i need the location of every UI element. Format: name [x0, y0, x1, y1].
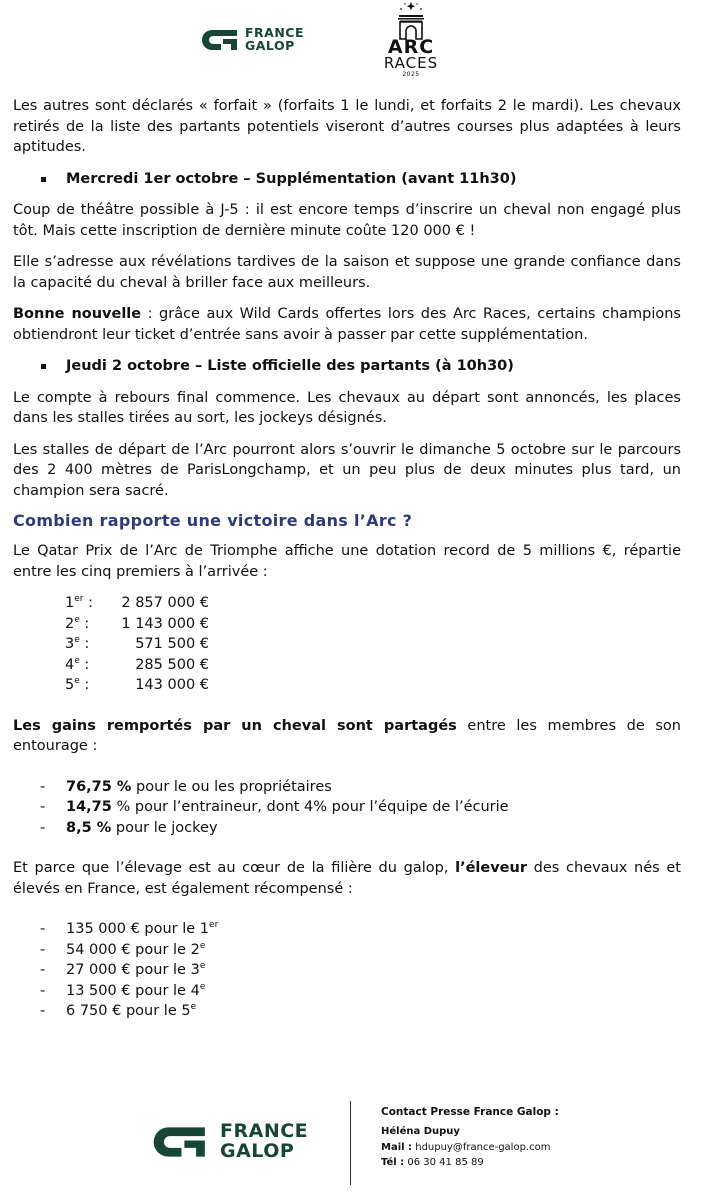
prize-row — [65, 634, 681, 655]
prize-rank: 4 — [65, 656, 75, 673]
arc-wordmark: ARC — [387, 36, 435, 58]
prize-rank-suffix: e — [74, 614, 80, 625]
prize-amount: 571 500 € — [135, 636, 209, 652]
prize-row — [65, 655, 681, 676]
prize-separator: : — [83, 595, 93, 611]
press-contact — [381, 1105, 701, 1171]
france-galop-word-1: FRANCE — [245, 25, 305, 40]
horse-logo-icon — [148, 1123, 212, 1161]
eleveur-text-a: Et parce que l’élevage est au cœur de la filière du galop, — [13, 860, 456, 876]
eleveur-bold: l’éleveur — [455, 860, 527, 876]
prize-rank-suffix: e — [74, 676, 80, 687]
breeder-rank-suffix: e — [199, 981, 206, 992]
prize-separator: : — [79, 636, 90, 652]
shares-list — [13, 777, 681, 839]
section-heading: Combien rapporte une victoire dans l’Arc ? — [13, 511, 413, 530]
france-galop-logo — [199, 26, 319, 54]
list-item — [13, 1001, 681, 1022]
prize-rank-suffix: er — [74, 594, 84, 605]
contact-mail — [381, 1140, 701, 1156]
list-item — [13, 919, 681, 940]
share-text: pour le ou les propriétaires — [131, 778, 332, 795]
breeder-amount: 27 000 € pour le 3 — [66, 962, 200, 978]
breeder-list — [13, 919, 681, 1022]
paragraph-stalles: Les stalles de départ de l’Arc pourront alors s’ouvrir le dimanche 5 octobre sur le parcours des 2 400 mètres de ParisLongchamp, et un peu plus de deux minutes plus tard, un champion sera sacré. — [13, 441, 681, 499]
share-text: % pour l’entraineur, dont 4% pour l’équipe de l’écurie — [111, 799, 509, 815]
arc-de-triomphe-icon — [386, 0, 436, 40]
prize-rank: 2 — [65, 615, 75, 632]
breeder-rank-suffix: e — [199, 961, 206, 972]
share-percent: 8,5 % — [66, 819, 112, 836]
arc-year: 2025 — [402, 71, 420, 78]
contact-tel — [381, 1155, 701, 1171]
share-text: pour le jockey — [111, 819, 218, 836]
paragraph-compte-a-rebours: Le compte à rebours final commence. Les chevaux au départ sont annoncés, les places dans les stalles tirées au sort, les jockeys désignés. — [13, 389, 681, 426]
bonne-nouvelle-bold: Bonne nouvelle — [13, 306, 142, 322]
prize-rank: 1 — [65, 595, 75, 611]
list-item — [13, 818, 681, 839]
prize-row — [65, 675, 681, 696]
paragraph-coup-de-theatre: Coup de théâtre possible à J-5 : il est encore temps d’inscrire un cheval non engagé plus tôt. Mais cette inscription de dernière minute coûte 120 000 € ! — [13, 202, 681, 239]
prize-rank-suffix: e — [74, 635, 80, 646]
breeder-amount: 6 750 € pour le 5 — [66, 1003, 191, 1019]
page-header — [0, 0, 707, 92]
list-item — [13, 797, 681, 818]
breeder-amount: 135 000 € pour le 1 — [66, 921, 210, 937]
paragraph-forfaits: Les autres sont déclarés « forfait » (forfaits 1 le lundi, et forfaits 2 le mardi). Les chevaux retirés de la liste des partants potentiels viseront d’autres courses plus adaptées à leurs aptitudes. — [13, 98, 681, 155]
page-footer — [0, 1095, 707, 1195]
article-body — [13, 96, 681, 1022]
breeder-rank-suffix: e — [190, 1002, 197, 1013]
france-galop-footer-logo — [148, 1121, 338, 1161]
races-wordmark: RACES — [383, 54, 439, 72]
mail-value[interactable]: hdupuy@france-galop.com — [412, 1141, 551, 1153]
breeder-amount: 54 000 € pour le 2 — [66, 941, 200, 958]
prize-row — [65, 614, 681, 635]
bullet-liste-officielle: Jeudi 2 octobre – Liste officielle des partants (à 10h30) — [13, 356, 681, 377]
tel-label: Tél : — [381, 1157, 405, 1168]
prize-list — [13, 593, 681, 696]
prize-amount: 285 500 € — [135, 656, 209, 673]
breeder-rank-suffix: er — [209, 920, 219, 931]
list-item — [13, 777, 681, 798]
prize-amount: 1 143 000 € — [121, 615, 209, 632]
eleveur-text-b: des chevaux nés et élevés en France, est également récompensé : — [13, 860, 681, 897]
prize-amount: 2 857 000 € — [121, 595, 209, 611]
prize-rank-suffix: e — [74, 655, 80, 666]
prize-rank: 5 — [65, 677, 75, 693]
share-percent: 14,75 — [66, 799, 112, 815]
breeder-amount: 13 500 € pour le 4 — [66, 982, 200, 999]
prize-amount: 143 000 € — [135, 677, 209, 693]
prize-row — [65, 593, 681, 614]
arc-races-logo — [365, 0, 457, 86]
paragraph-gains-partages — [13, 716, 681, 757]
contact-title: Contact Presse France Galop : — [381, 1106, 559, 1118]
paragraph-revelations: Elle s’adresse aux révélations tardives de la saison et suppose une grande confiance dans la capacité du cheval à briller face aux meilleurs. — [13, 254, 681, 291]
list-item — [13, 960, 681, 981]
bonne-nouvelle-text: : grâce aux Wild Cards offertes lors des Arc Races, certains champions obtiendront leur ticket d’entrée sans avoir à passer par cette supplémentation. — [13, 306, 681, 343]
france-galop-footer-word-2: GALOP — [220, 1140, 295, 1162]
paragraph-eleveur — [13, 858, 681, 899]
list-item — [13, 981, 681, 1002]
paragraph-dotation: Le Qatar Prix de l’Arc de Triomphe affiche une dotation record de 5 millions €, répartie entre les cinq premiers à l’arrivée : — [13, 543, 681, 580]
share-percent: 76,75 % — [66, 778, 132, 795]
gains-bold: Les gains remportés par un cheval sont partagés — [13, 717, 457, 734]
prize-rank: 3 — [65, 636, 75, 652]
bullet-supplementation: Mercredi 1er octobre – Supplémentation (avant 11h30) — [13, 169, 681, 190]
gains-text: entre les membres de son entourage : — [13, 717, 681, 754]
footer-divider — [350, 1101, 351, 1185]
prize-separator: : — [79, 677, 90, 693]
contact-name — [381, 1124, 701, 1140]
mail-label: Mail : — [381, 1141, 413, 1153]
list-item — [13, 940, 681, 961]
tel-value: 06 30 41 85 89 — [404, 1157, 484, 1168]
france-galop-footer-word-1: FRANCE — [220, 1120, 309, 1142]
contact-name-text: Héléna Dupuy — [381, 1126, 460, 1137]
horse-logo-icon — [199, 27, 241, 53]
breeder-rank-suffix: e — [199, 940, 206, 951]
paragraph-bonne-nouvelle — [13, 304, 681, 345]
prize-separator: : — [79, 615, 90, 632]
france-galop-word-2: GALOP — [245, 38, 295, 53]
prize-separator: : — [79, 656, 90, 673]
